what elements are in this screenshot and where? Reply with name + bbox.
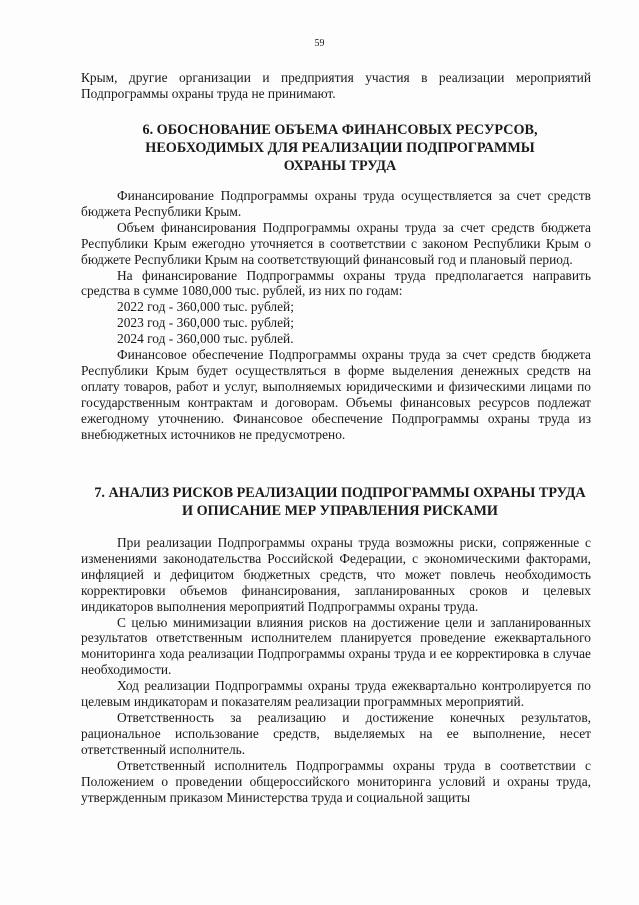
- year-allocation-2022: 2022 год - 360,000 тыс. рублей;: [117, 299, 294, 315]
- page-number: 59: [314, 38, 325, 49]
- section-7-heading: [70, 484, 610, 520]
- section-6-heading: [70, 121, 610, 175]
- section-7-paragraph-4: Ответственность за реализацию и достижение конечных результатов, рациональное использование средств, выделяемых на ее выполнение, несет ответственный исполнитель.: [81, 709, 591, 757]
- section-7-body: [81, 535, 591, 805]
- section-7-heading-line-1: 7. АНАЛИЗ РИСКОВ РЕАЛИЗАЦИИ ПОДПРОГРАММЫ ОХРАНЫ ТРУДА: [94, 485, 586, 501]
- section-6-heading-line-3: ОХРАНЫ ТРУДА: [283, 158, 397, 174]
- section-7-paragraph-3: Ход реализации Подпрограммы охраны труда ежеквартально контролируется по целевым индикаторам и показателям реализации программных мероприятий.: [81, 678, 591, 710]
- intro-paragraph-block: [81, 70, 591, 102]
- section-6-body: [81, 188, 591, 443]
- section-6-paragraph-4: Финансовое обеспечение Подпрограммы охраны труда за счет средств бюджета Республики Крым будет осуществляться в форме выделения денежных средств на оплату товаров, работ и услуг, выполняемых юридическими и физическими лицами по государственным контрактам и договорам. Объемы финансовых ресурсов подлежат ежегодному уточнению. Финансовое обеспечение Подпрограммы охраны труда из внебюджетных источников не предусмотрено.: [81, 347, 591, 442]
- section-7-paragraph-2: С целью минимизации влияния рисков на достижение цели и запланированных результатов ответственным исполнителем планируется проведение ежеквартального мониторинга хода реализации Подпрограммы охраны труда и ее корректировка в случае необходимости.: [81, 614, 591, 678]
- section-6-heading-line-2: НЕОБХОДИМЫХ ДЛЯ РЕАЛИЗАЦИИ ПОДПРОГРАММЫ: [145, 140, 535, 156]
- section-6-paragraph-2: Объем финансирования Подпрограммы охраны труда за счет средств бюджета Республики Крым ежегодно уточняется в соответствии с законом Республики Крым о бюджете Республики Крым на соответствующий финансовый год и плановый период.: [81, 219, 591, 267]
- intro-paragraph: Крым, другие организации и предприятия участия в реализации мероприятий Подпрограммы охраны труда не принимают.: [81, 70, 591, 101]
- section-6-heading-line-1: 6. ОБОСНОВАНИЕ ОБЪЕМА ФИНАНСОВЫХ РЕСУРСОВ,: [142, 122, 538, 138]
- section-7-paragraph-1: При реализации Подпрограммы охраны труда возможны риски, сопряженные с изменениями законодательства Российской Федерации, с экономическими факторами, инфляцией и дефицитом бюджетных средств, что может повлечь необходимость корректировки объемов финансирования, запланированных сроков и целевых индикаторов выполнения мероприятий Подпрограммы охраны труда.: [81, 535, 591, 614]
- section-6-paragraph-3: На финансирование Подпрограммы охраны труда предполагается направить средства в сумме 1080,000 тыс. рублей, из них по годам:: [81, 267, 591, 299]
- section-6-paragraph-1: Финансирование Подпрограммы охраны труда осуществляется за счет средств бюджета Республики Крым.: [81, 188, 591, 219]
- year-allocation-2023: 2023 год - 360,000 тыс. рублей;: [117, 315, 294, 331]
- section-7-paragraph-5: Ответственный исполнитель Подпрограммы охраны труда в соответствии с Положением о проведении общероссийского мониторинга условий и охраны труда, утвержденным приказом Министерства труда и социальной защиты: [81, 757, 591, 805]
- section-7-heading-line-2: И ОПИСАНИЕ МЕР УПРАВЛЕНИЯ РИСКАМИ: [182, 503, 498, 519]
- year-allocation-2024: 2024 год - 360,000 тыс. рублей.: [117, 331, 294, 347]
